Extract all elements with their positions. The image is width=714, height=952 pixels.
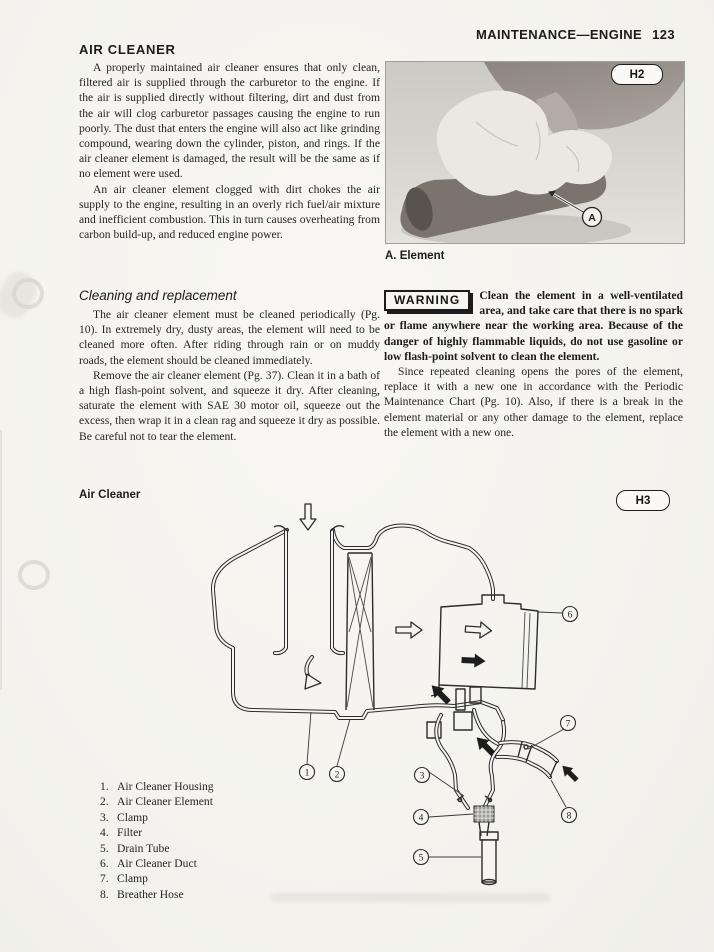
callout-6-label: 6 [567, 610, 573, 621]
callout-2-label: 2 [334, 770, 340, 781]
page-number: 123 [652, 27, 675, 42]
part-name: Drain Tube [117, 841, 170, 855]
part-number: 6. [100, 857, 109, 871]
header-title: MAINTENANCE—ENGINE [476, 27, 643, 42]
airflow-curved-arrowhead [305, 674, 321, 689]
joint-arrow [558, 762, 581, 785]
part-number: 2. [100, 795, 109, 809]
list-item [100, 887, 214, 902]
page-header [476, 27, 675, 42]
binder-hole-artifact [18, 560, 50, 590]
part-number: 5. [100, 841, 109, 855]
warning-box: WARNING [384, 290, 470, 311]
figure-tag-h2 [611, 64, 663, 85]
figure-tag-label: H3 [635, 494, 651, 507]
diagram-title: Air Cleaner [79, 489, 141, 501]
photo-callout-letter: A [588, 212, 596, 224]
list-item [100, 841, 214, 856]
intake-air-arrow [300, 504, 316, 530]
list-item [100, 825, 214, 840]
duct-air-arrow [465, 621, 492, 639]
air-cleaner-duct [439, 595, 538, 689]
part-number: 7. [100, 872, 109, 886]
callout-5-label: 5 [418, 853, 424, 864]
part-name: Clamp [117, 810, 148, 824]
warning-text: Clean the element in a well-ventilated area, and take care that there is no spark or flame anywhere near the working area. Because of the danger of highly flammable liquids, do not use gasoline or low flash-point solvent to clean the element. [384, 289, 683, 363]
leader-7 [528, 729, 564, 749]
subsection-heading: Cleaning and replacement [79, 288, 237, 303]
snorkel-left-wall [275, 531, 286, 653]
callout-4-label: 4 [418, 813, 424, 824]
part-name: Filter [117, 826, 143, 840]
part-number: 8. [100, 887, 109, 901]
part-number: 4. [100, 826, 109, 840]
figure-tag-label: H2 [629, 68, 645, 81]
leader-1 [307, 712, 311, 764]
paragraph: Since repeated cleaning opens the pores of the element, replace it with a new one in accordance with the Periodic Maintenance Chart (Pg. 10). Also, if there is a break in the element material or any other damage to the element, replace the element with a new one. [384, 365, 683, 439]
part-name: Breather Hose [117, 887, 184, 901]
hose-clamp-bolt [524, 745, 528, 749]
duct-bands [522, 612, 530, 688]
part-name: Air Cleaner Housing [117, 780, 214, 793]
list-item [100, 794, 214, 809]
air-cleaner-section [79, 42, 380, 242]
part-name: Air Cleaner Duct [117, 857, 197, 871]
warning-paragraph [384, 288, 683, 364]
list-item [100, 871, 214, 886]
callout-3-label: 3 [419, 771, 425, 782]
snorkel-right-wall [332, 531, 343, 653]
filtered-air-arrow [396, 622, 422, 638]
section-heading: AIR CLEANER [79, 42, 176, 57]
housing-outline [213, 530, 503, 720]
element-cleaning-photo [385, 61, 685, 244]
part-name: Clamp [117, 872, 148, 886]
part-number: 1. [100, 780, 109, 793]
scan-edge-line [0, 430, 2, 690]
cleaning-section [79, 288, 380, 444]
list-item [100, 810, 214, 825]
leader-8 [551, 780, 566, 807]
photo-caption: A. Element [385, 250, 445, 262]
leader-2 [337, 719, 350, 766]
clamp-bolt [458, 798, 461, 801]
list-item [100, 779, 214, 794]
leader-3 [429, 772, 464, 796]
leader-4 [429, 814, 473, 817]
duct-solid-arrow [461, 653, 486, 668]
parts-list [100, 779, 214, 902]
callout-1-label: 1 [304, 768, 310, 779]
paragraph: Remove the air cleaner element (Pg. 37). Clean it in a bath of a high flash-point solvent, and squeeze it dry. After cleaning, saturate the element with SAE 30 motor oil, squeeze out the excess, then wrap it in a clean rag and squeeze it dry as possible. Be careful not to tear the element. [79, 368, 380, 443]
drain-tube [482, 840, 496, 882]
part-name: Air Cleaner Element [117, 795, 213, 809]
list-item [100, 856, 214, 871]
element-crosshatch [347, 556, 373, 707]
part-number: 3. [100, 810, 109, 824]
photo-figure [385, 61, 683, 262]
drain-fitting [454, 712, 472, 730]
paragraph: A properly maintained air cleaner ensures that only clean, filtered air is supplied through the carburetor to the engine. If the air is supplied directly without filtering, dirt and dust from the air will clog carburetor passages causing the engine to run poorly. The dust that enters the engine will also act like grinding compound, wearing down the cylinder, piston, and rings. If the air cleaner element is damaged, the result will be the same as if no element were used. [79, 61, 380, 181]
housing-top-and-duct-hose [333, 526, 493, 599]
leader-6 [538, 612, 562, 613]
warning-section [384, 288, 683, 440]
paragraph: The air cleaner element must be cleaned periodically (Pg. 10). In extremely dry, dusty areas, the element will need to be cleaned more often. After riding through rain or on muddy roads, the element should be cleaned immediately. [79, 308, 380, 367]
callout-7-label: 7 [565, 719, 571, 730]
paragraph: An air cleaner element clogged with dirt chokes the air supply to the engine, resulting in an overly rich fuel/air mixture and inefficient combustion. This in turn causes overheating from carbon build-up, and reduced engine power. [79, 182, 380, 242]
drain-collar [480, 832, 498, 840]
callout-8-label: 8 [566, 811, 572, 822]
